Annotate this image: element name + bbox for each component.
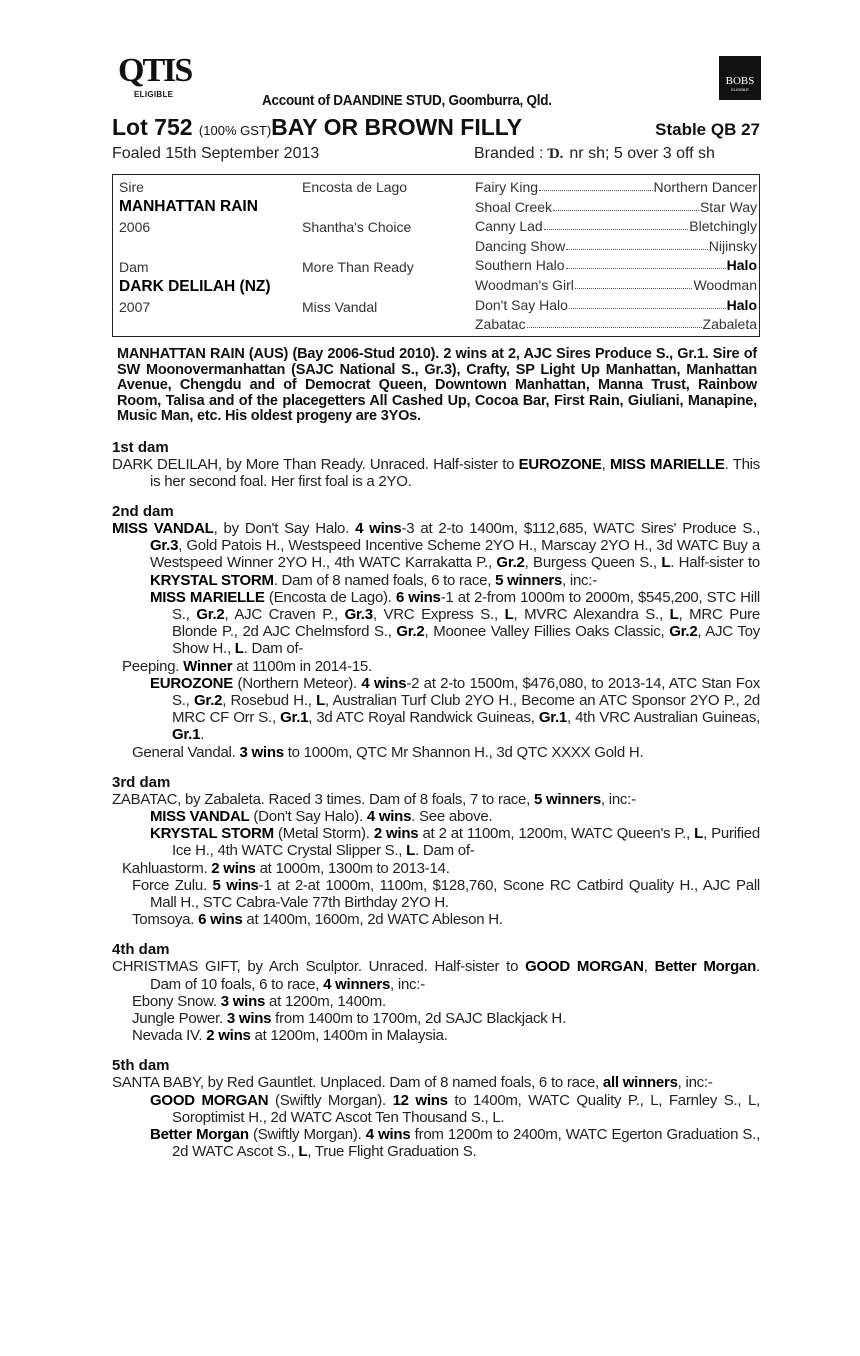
bold-text: L — [406, 842, 416, 860]
text: , Purified Ice H., 4th WATC Crystal Slipper S., — [172, 825, 760, 860]
text: , Burgess Queen S., — [524, 554, 662, 572]
text: , AJC Craven P., — [224, 605, 345, 623]
bold-text: L — [234, 640, 244, 658]
text: Force Zulu. — [132, 876, 213, 894]
dam-name: DARK DELILAH (NZ) — [119, 278, 271, 295]
grandparent-row — [475, 297, 757, 313]
family-entry — [112, 1074, 760, 1091]
text: , AJC Toy Show H., — [172, 623, 760, 658]
family-entry — [112, 860, 760, 877]
text: , inc:- — [677, 1074, 713, 1092]
ancestor-sire: Halo — [726, 296, 757, 313]
section-heading: 3rd dam — [112, 773, 171, 791]
text: , MVRC Alexandra S., — [513, 605, 670, 623]
text: General Vandal. — [132, 743, 240, 761]
ancestor-sire: Nijinsky — [708, 237, 757, 254]
bobs-logo-text: BOBS — [725, 75, 755, 87]
sire-summary: MANHATTAN RAIN (AUS) (Bay 2006-Stud 2010). 2 wins at 2, AJC Sires Produce S., Gr.1. Sire of SW Moonovermanhattan (SAJC National S., Gr.3), Crafty, SP Light Up Manhattan, Manhattan Avenue, Chengdu and of Democrat Queen, Downtown Manhattan, Manna Trust, Rainbow Room, Talisa and of the placegetters All Cashed Up, Cocoa Bar, First Rain, Giuliani, Manapine, Music Man, etc. His oldest progeny are 3YOs. — [117, 346, 757, 424]
text: at 1200m, 1400m in Malaysia. — [250, 1027, 448, 1045]
bold-text: 6 wins — [198, 911, 243, 929]
vendor-account: Account of DAANDINE STUD, Goomburra, Qld. — [262, 92, 552, 109]
section-heading: 1st dam — [112, 438, 169, 456]
dam-section — [112, 1057, 760, 1160]
leader-dots — [527, 316, 702, 328]
text: -1 at 2-at 1000m, 1100m, $128,760, Scone RC Catbird Quality H., AJC Pall Mall H., STC Cabra-Vale 77th Birthday 2YO H. — [150, 876, 760, 911]
section-heading: 2nd dam — [112, 502, 174, 520]
family-entry — [112, 877, 760, 911]
leader-dots — [569, 297, 726, 309]
bold-text: L — [661, 554, 671, 572]
text: (Encosta de Lago). — [264, 588, 396, 606]
family-entry — [112, 589, 760, 658]
ancestor-name: Dancing Show — [475, 237, 566, 254]
lot-heading — [112, 114, 760, 144]
grandparent-row — [475, 179, 757, 195]
text: , Rosebud H., — [222, 691, 317, 709]
text: CHRISTMAS GIFT, by Arch Sculptor. Unraced. Half-sister to — [112, 958, 526, 976]
bold-text: Gr.2 — [669, 623, 698, 641]
grandparent-row — [475, 199, 757, 215]
bold-text: all winners — [602, 1074, 678, 1092]
bold-text: 5 winners — [533, 790, 601, 808]
text: , by Don't Say Halo. — [213, 519, 356, 537]
text-flow — [112, 347, 760, 1173]
ancestor-sire: Star Way — [699, 198, 757, 215]
sire-name: MANHATTAN RAIN — [119, 198, 258, 215]
section-heading: 4th dam — [112, 941, 170, 959]
family-entry — [112, 1027, 760, 1044]
bold-text: Winner — [183, 657, 233, 675]
text: to 1400m, WATC Quality P., L, Farnley S., L, Soroptimist H., 2d WATC Ascot Ten Thousand S., L. — [172, 1091, 760, 1126]
bold-text: 4 wins — [355, 519, 402, 537]
bold-text: Gr.2 — [194, 691, 223, 709]
text: . Dam of- — [415, 842, 475, 860]
text: Ebony Snow. — [132, 992, 221, 1010]
lot-number: Lot 752 — [112, 114, 193, 140]
family-entry — [112, 675, 760, 744]
text: from 1200m to 2400m, WATC Egerton Graduation S., 2d WATC Ascot S., — [172, 1126, 761, 1161]
qtis-logo-text: QTIS — [118, 52, 192, 89]
bold-text: 4 winners — [323, 975, 391, 993]
sire-dam: Shantha's Choice — [302, 219, 412, 235]
bold-text: Gr.3 — [344, 605, 373, 623]
family-entry — [112, 911, 760, 928]
leader-dots — [539, 179, 652, 191]
text: at 2 at 1100m, 1200m, WATC Queen's P., — [418, 825, 695, 843]
bobs-eligible-logo — [719, 56, 761, 100]
bold-text: 2 wins — [211, 859, 256, 877]
gst-note: (100% GST) — [198, 123, 272, 138]
bold-text: 4 wins — [365, 1126, 411, 1143]
family-entry — [112, 1092, 760, 1126]
grandparent-row — [475, 238, 757, 254]
bold-text: EUROZONE — [150, 674, 234, 692]
ancestor-sire: Northern Dancer — [653, 179, 757, 195]
ancestor-name: Woodman's Girl — [475, 277, 574, 293]
pedigree-table — [112, 174, 760, 337]
ancestor-name: Shoal Creek — [475, 198, 553, 215]
text: at 1200m, 1400m. — [265, 992, 386, 1010]
text: (Swiftly Morgan). — [248, 1126, 366, 1143]
text: , MRC Pure Blonde P., 2d AJC Chelmsford S., — [172, 605, 760, 641]
ancestor-sire: Woodman — [693, 277, 757, 293]
ancestor-sire: Zabaleta — [702, 316, 757, 333]
text: SANTA BABY, by Red Gauntlet. Unplaced. Dam of 8 named foals, 6 to race, — [112, 1074, 603, 1092]
dam-section — [112, 941, 760, 1044]
grandparent-row — [475, 277, 757, 293]
dam-dam: Miss Vandal — [302, 299, 378, 315]
bold-text: GOOD MORGAN — [150, 1091, 269, 1109]
branded-label: Branded : — [474, 145, 544, 162]
bold-text: 4 wins — [361, 674, 407, 692]
text: Jungle Power. — [132, 1009, 227, 1027]
bold-text: EUROZONE — [518, 455, 602, 473]
bold-text: L — [694, 825, 704, 843]
text: , 4th VRC Australian Guineas, — [567, 709, 761, 727]
bobs-logo-subtext: ELIGIBLE — [731, 87, 749, 92]
bold-text: L — [504, 605, 514, 623]
bold-text: 3 wins — [220, 992, 266, 1010]
leader-dots — [575, 277, 693, 289]
ancestor-sire: Bletchingly — [689, 218, 757, 235]
text: , Moonee Valley Fillies Oaks Classic, — [424, 623, 670, 641]
family-entry — [112, 658, 760, 675]
text: at 1100m in 2014-15. — [232, 657, 372, 675]
text: ZABATAC, by Zabaleta. Raced 3 times. Dam of 8 foals, 7 to race, — [112, 790, 534, 808]
text: to 1000m, QTC Mr Shannon H., 3d QTC XXXX Gold H. — [283, 743, 644, 761]
bold-text: KRYSTAL STORM — [150, 825, 274, 843]
bold-text: KRYSTAL STORM — [150, 571, 274, 589]
family-sections — [112, 439, 760, 1161]
sire-label: Sire — [119, 179, 144, 195]
family-entry — [112, 825, 760, 859]
text: at 1400m, 1600m, 2d WATC Ableson H. — [242, 911, 503, 929]
bold-text: GOOD MORGAN — [525, 958, 644, 976]
text: . Dam of 8 named foals, 6 to race, — [273, 571, 496, 589]
text: (Don't Say Halo). — [249, 807, 367, 825]
brand-text: nr sh; 5 over 3 off sh — [569, 145, 715, 162]
text: -1 at 2-from 1000m to 2000m, $545,200, STC Hill S., — [172, 588, 760, 623]
text: (Northern Meteor). — [233, 674, 362, 692]
bold-text: MISS VANDAL — [112, 519, 214, 537]
sire-sire: Encosta de Lago — [302, 179, 408, 195]
bold-text: 3 wins — [226, 1009, 272, 1027]
bold-text: 5 winners — [495, 571, 563, 589]
text: DARK DELILAH, by More Than Ready. Unraced. Half-sister to — [112, 455, 519, 473]
family-entry — [112, 1126, 760, 1160]
text: . — [200, 726, 205, 744]
text: . Half-sister to — [670, 554, 760, 572]
bold-text: MISS VANDAL — [150, 807, 250, 825]
bold-text: 3 wins — [239, 743, 284, 761]
ancestor-sire: Halo — [726, 257, 757, 274]
grandparent-row — [475, 257, 757, 273]
bold-text: Gr.2 — [196, 605, 225, 623]
bold-text: 2 wins — [206, 1027, 251, 1045]
ancestor-name: Fairy King — [475, 179, 539, 195]
bold-text: Gr.2 — [396, 623, 425, 641]
ancestor-name: Don't Say Halo — [475, 296, 568, 313]
text: (Metal Storm). — [273, 825, 374, 843]
bold-text: L — [298, 1143, 308, 1161]
foaled-date: Foaled 15th September 2013 — [112, 145, 320, 162]
text: Tomsoya. — [132, 911, 199, 929]
family-entry — [112, 791, 760, 808]
bold-text: 12 wins — [392, 1091, 448, 1109]
brand-mark-icon: Ɗ. — [547, 146, 564, 162]
bold-text: Better Morgan — [654, 958, 757, 976]
bold-text: L — [669, 605, 679, 623]
text: . Dam of 10 foals, 6 to race, — [150, 958, 760, 993]
grandparent-row — [475, 218, 757, 234]
dam-section — [112, 774, 760, 929]
dam-section — [112, 439, 760, 490]
text: , Australian Turf Club 2YO H., Become an ATC Sponsor 2YO P., 2d MRC CF Orr S., — [172, 691, 760, 727]
text: Peeping. — [122, 657, 184, 675]
bold-text: 4 wins — [366, 807, 412, 825]
bold-text: Gr.1 — [172, 726, 201, 744]
text: -3 at 2-to 1400m, $112,685, WATC Sires' Produce S., — [401, 519, 760, 537]
bold-text: Gr.2 — [496, 554, 525, 572]
text: , 3d ATC Royal Randwick Guineas, — [308, 709, 539, 727]
bold-text: 2 wins — [373, 825, 419, 843]
sire-year: 2006 — [119, 219, 151, 235]
bold-text: Gr.1 — [538, 709, 567, 727]
text: , VRC Express S., — [372, 605, 505, 623]
bold-text: 5 wins — [212, 876, 259, 894]
text: at 1000m, 1300m to 2013-14. — [255, 859, 450, 877]
text: (Swiftly Morgan). — [268, 1091, 393, 1109]
grandparent-row — [475, 316, 757, 332]
text: from 1400m to 1700m, 2d SAJC Blackjack H. — [271, 1009, 566, 1027]
family-entry — [112, 456, 760, 490]
family-entry — [112, 808, 760, 825]
qtis-logo-subtext: ELIGIBLE — [134, 90, 174, 99]
text: , True Flight Graduation S. — [307, 1143, 477, 1161]
text: . See above. — [411, 807, 493, 825]
text: , inc:- — [600, 790, 636, 808]
leader-dots — [553, 199, 699, 211]
bold-text: MISS MARIELLE — [609, 455, 725, 473]
text: . Dam of- — [243, 640, 304, 658]
text: Kahluastorm. — [122, 859, 212, 877]
qtis-eligible-logo — [118, 54, 198, 102]
dam-section — [112, 503, 760, 761]
text: -2 at 2-to 1500m, $476,080, to 2013-14, ATC Stan Fox S., — [172, 674, 760, 709]
section-heading: 5th dam — [112, 1057, 170, 1075]
bold-text: Gr.3 — [150, 537, 179, 555]
leader-dots — [566, 257, 726, 269]
dam-label: Dam — [119, 259, 149, 275]
leader-dots — [544, 218, 689, 230]
dam-sire: More Than Ready — [302, 259, 414, 275]
text: , inc:- — [390, 975, 425, 993]
dam-year: 2007 — [119, 299, 151, 315]
text: , — [601, 455, 610, 473]
bold-text: Gr.1 — [280, 709, 309, 727]
branded-info — [474, 144, 715, 164]
family-entry — [112, 958, 760, 992]
ancestor-name: Canny Lad — [475, 218, 543, 235]
family-entry — [112, 520, 760, 589]
leader-dots — [566, 238, 707, 250]
text: , Gold Patois H., Westspeed Incentive Scheme 2YO H., Marscay 2YO H., 3d WATC Buy a Westspeed Winner 2YO H., 4th WATC Karrakatta P., — [150, 537, 760, 572]
bold-text: 6 wins — [395, 588, 441, 606]
text: Nevada IV. — [132, 1027, 207, 1045]
family-entry — [112, 1010, 760, 1027]
bold-text: L — [316, 691, 326, 709]
stable-number: Stable QB 27 — [655, 120, 760, 139]
text: , — [643, 958, 655, 976]
ancestor-name: Southern Halo — [475, 257, 565, 274]
text: , inc:- — [562, 571, 597, 589]
bold-text: MISS MARIELLE — [150, 588, 265, 606]
ancestor-name: Zabatac — [475, 316, 526, 333]
bold-text: Better Morgan — [150, 1126, 249, 1143]
family-entry — [112, 744, 760, 761]
family-entry — [112, 993, 760, 1010]
horse-description: BAY OR BROWN FILLY — [271, 114, 523, 140]
text: . This is her second foal. Her first foal is a 2YO. — [150, 455, 761, 490]
